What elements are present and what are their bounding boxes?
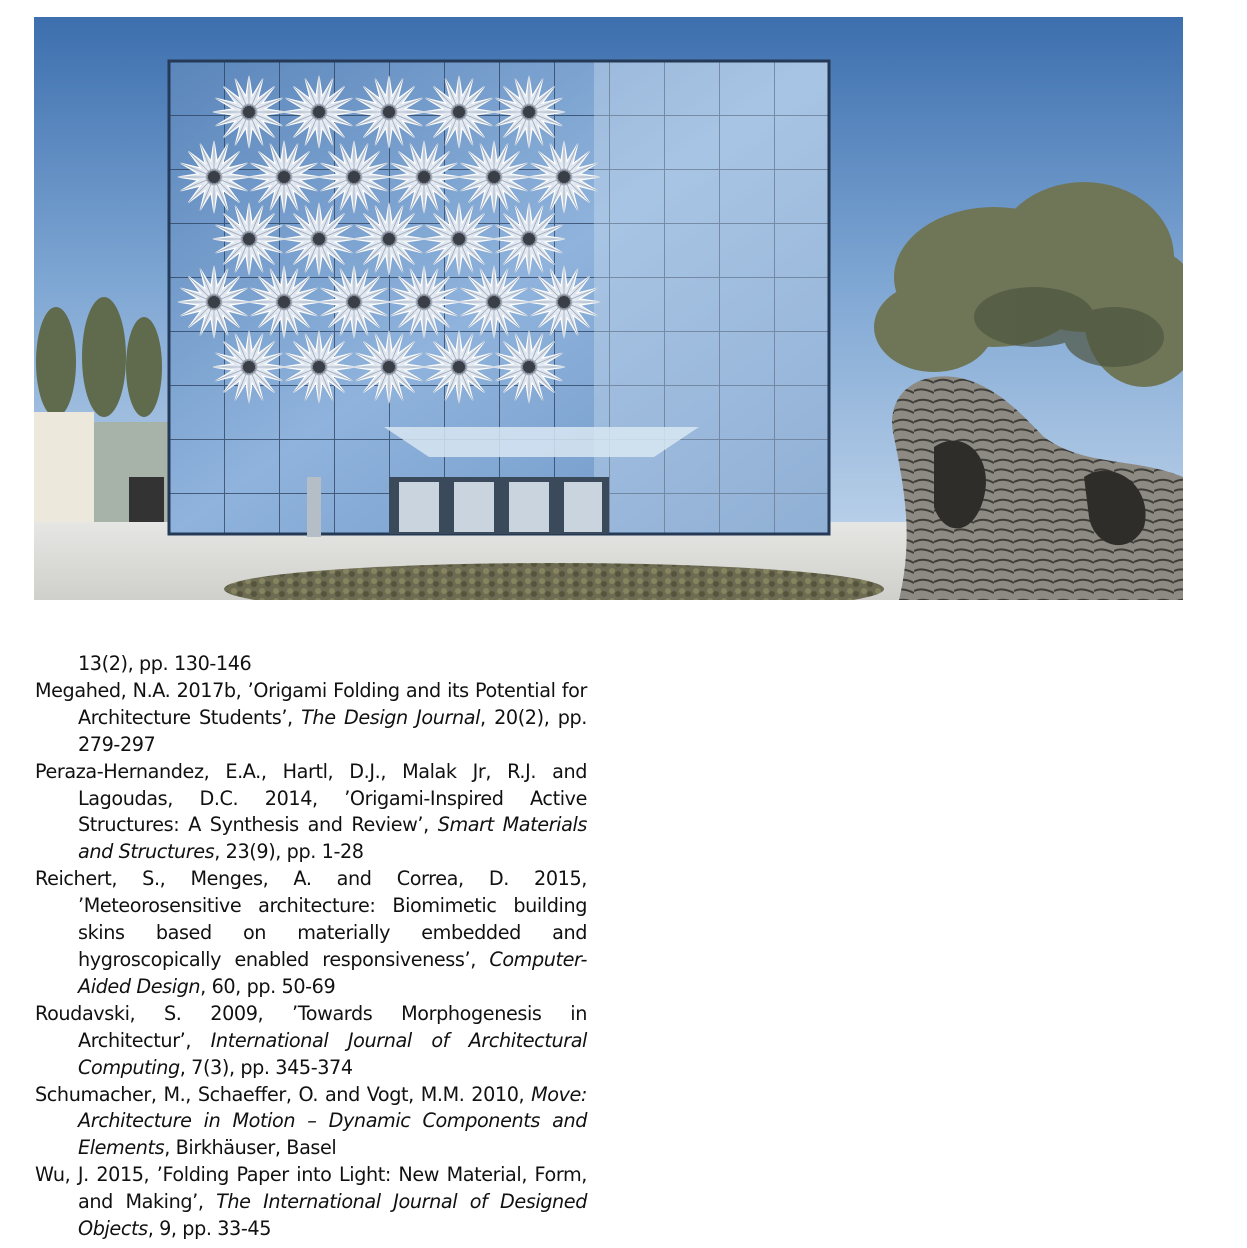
reference-entry-megahed: [35, 678, 587, 759]
reference-text: , 9, pp. 33-45: [147, 1217, 272, 1241]
reference-text: , 7(3), pp. 345-374: [179, 1055, 353, 1079]
origami-flower: [423, 331, 495, 403]
reference-title-italic: International Journal of Architectural Computing: [78, 1028, 587, 1079]
reference-entry-peraza: [35, 759, 587, 867]
reference-title-italic: Smart Materials and Structures: [78, 813, 587, 864]
reference-text: , Birkhäuser, Basel: [164, 1136, 337, 1160]
origami-flower: [493, 331, 565, 403]
origami-flower: [528, 266, 600, 338]
origami-flower: [248, 266, 320, 338]
origami-flower: [388, 141, 460, 213]
origami-flower: [458, 266, 530, 338]
reference-text: Roudavski, S. 2009, ’Towards Morphogenesis in Architectur’,: [35, 1001, 587, 1052]
reference-text: Reichert, S., Menges, A. and Correa, D. 2015, ’Meteorosensitive architecture: Biomimetic building skins based on materially embedded and hygroscopically enabled responsiveness’,: [35, 867, 587, 971]
reference-entry-reichert: [35, 866, 587, 1001]
origami-flower: [493, 203, 565, 275]
reference-entry-wu: [35, 1162, 587, 1243]
reference-text: Wu, J. 2015, ’Folding Paper into Light: New Material, Form, and Making’,: [35, 1163, 587, 1214]
origami-flower: [283, 203, 355, 275]
origami-flower: [353, 76, 425, 148]
reference-text: , 23(9), pp. 1-28: [214, 840, 364, 864]
reference-text: , 60, pp. 50-69: [200, 974, 336, 998]
reference-text: 13(2), pp. 130-146: [78, 652, 252, 675]
reference-title-italic: The International Journal of Designed Objects: [78, 1190, 587, 1241]
origami-flower: [353, 331, 425, 403]
reference-entry-roudavski: [35, 1001, 587, 1082]
origami-flower: [283, 76, 355, 148]
origami-flower: [423, 76, 495, 148]
origami-flower: [213, 331, 285, 403]
origami-flower: [178, 266, 250, 338]
reference-text: Peraza-Hernandez, E.A., Hartl, D.J., Malak Jr, R.J. and Lagoudas, D.C. 2014, ’Origami-Inspired Active Structures: A Synthesis and Review’,: [35, 759, 587, 837]
origami-flower: [283, 331, 355, 403]
origami-flower: [178, 141, 250, 213]
origami-flower: [388, 266, 460, 338]
reference-text: Schumacher, M., Schaeffer, O. and Vogt, M.M. 2010,: [35, 1082, 532, 1106]
origami-flower: [353, 203, 425, 275]
reference-list: [35, 651, 587, 1243]
origami-flower: [493, 76, 565, 148]
origami-flower: [458, 141, 530, 213]
origami-flower: [248, 141, 320, 213]
reference-entry-cont: [35, 651, 587, 678]
origami-flower: [213, 203, 285, 275]
origami-flower: [423, 203, 495, 275]
origami-flower: [318, 141, 390, 213]
reference-title-italic: The Design Journal: [301, 705, 481, 729]
origami-flower: [213, 76, 285, 148]
origami-flower: [318, 266, 390, 338]
building-photo: [34, 17, 1183, 600]
reference-text: Megahed, N.A. 2017b, ’Origami Folding and its Potential for Architecture Students’,: [35, 678, 587, 729]
reference-text: , 20(2), pp. 279-297: [78, 705, 587, 756]
reference-title-italic: Move: Architecture in Motion – Dynamic Components and Elements: [78, 1082, 587, 1160]
reference-title-italic: Computer-Aided Design: [78, 947, 587, 998]
origami-flower: [528, 141, 600, 213]
reference-entry-schumacher: [35, 1082, 587, 1163]
